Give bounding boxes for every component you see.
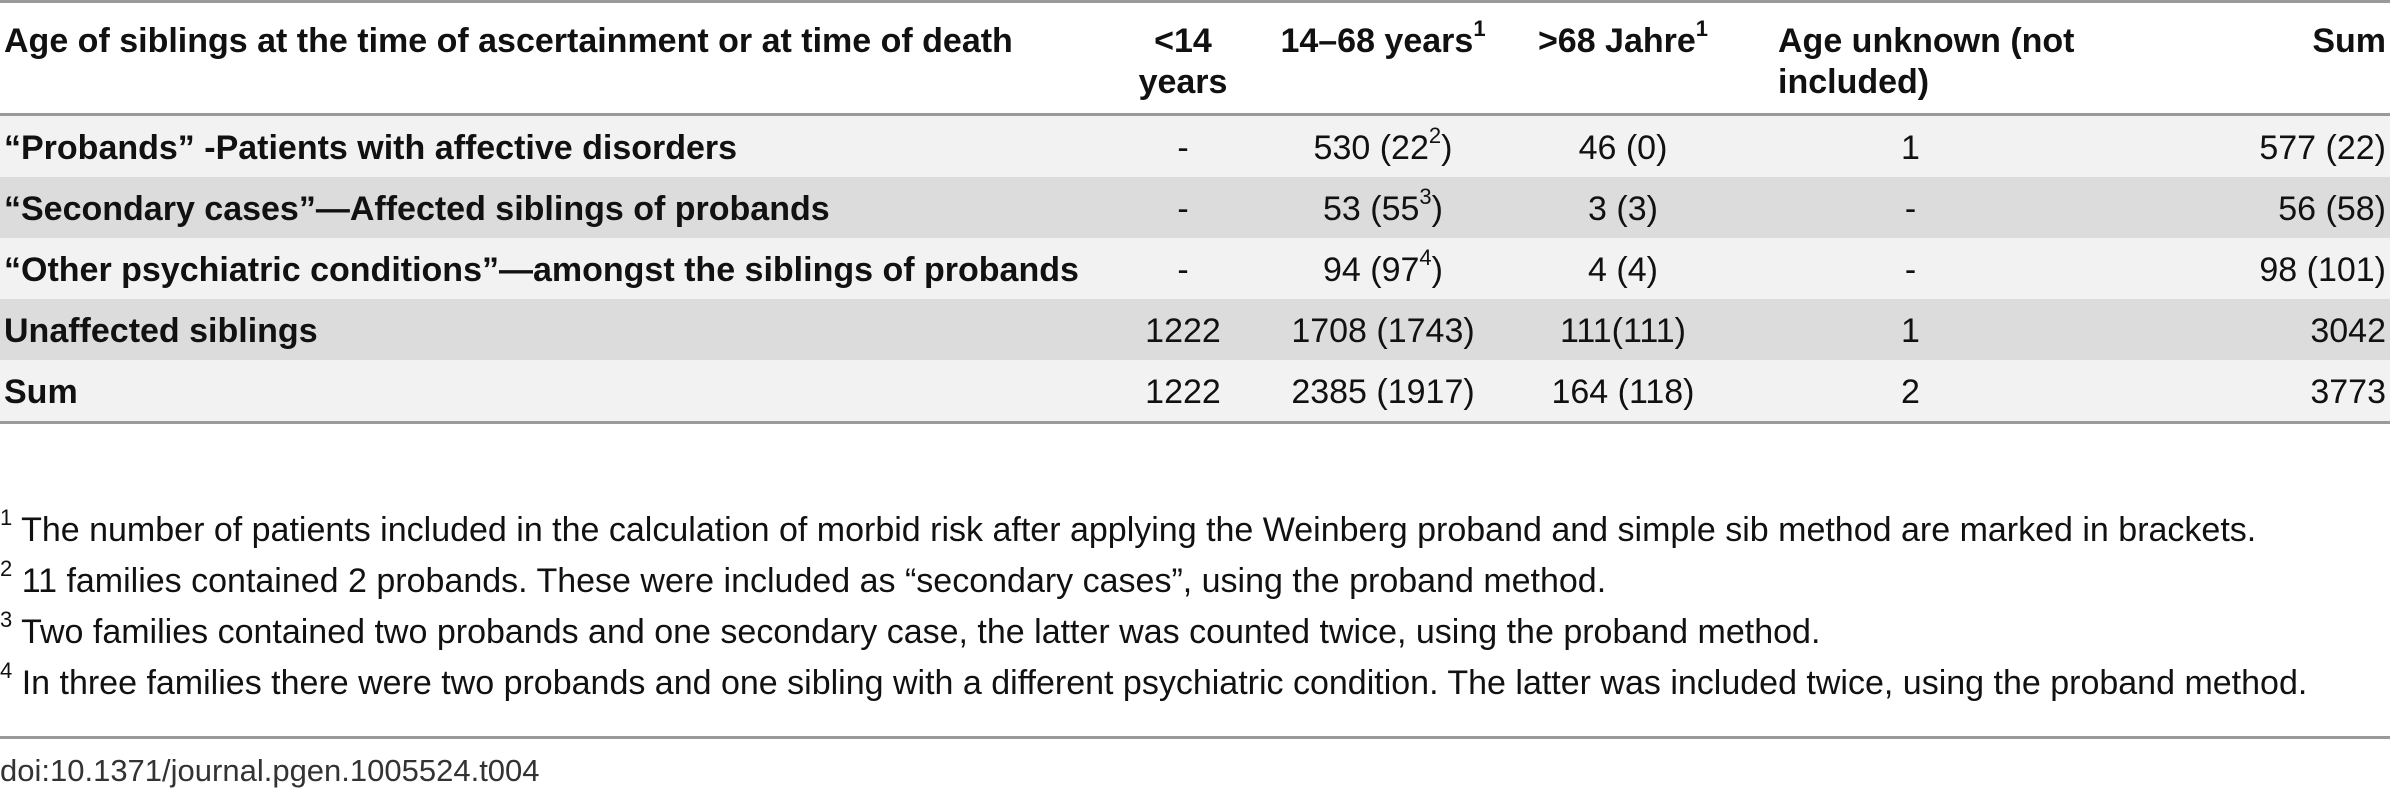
cell-under-14: 1222 [1108,299,1258,360]
cell-over-68: 164 (118) [1508,360,1738,423]
cell-age-unknown: - [1738,177,2083,238]
table-row-other-conditions [0,238,2390,299]
footnote-ref: 3 [1419,183,1432,209]
footnote-ref: 1 [1695,15,1709,41]
header-age-category: Age of siblings at the time of ascertainment or at time of death [0,2,1108,115]
cell-14-68: 1708 (1743) [1258,299,1508,360]
cell-sum: 3042 [2083,299,2390,360]
table-row-probands [0,115,2390,178]
cell-age-unknown: 1 [1738,115,2083,178]
row-label: “Secondary cases”—Affected siblings of probands [0,177,1108,238]
cell-sum: 56 (58) [2083,177,2390,238]
footnote-mark: 1 [0,504,13,530]
cell-under-14: 1222 [1108,360,1258,423]
footnote-text: In three families there were two probands and one sibling with a different psychiatric condition. The latter was included twice, using the proband method. [12,664,2308,702]
row-label: Unaffected siblings [0,299,1108,360]
cell-under-14: - [1108,177,1258,238]
footnote-ref: 4 [1419,244,1432,270]
cell-age-unknown: 2 [1738,360,2083,423]
cell-age-unknown: 1 [1738,299,2083,360]
table-row-secondary-cases [0,177,2390,238]
cell-14-68: 94 $(97^4)$ [1258,238,1508,299]
cell-over-68: 4 (4) [1508,238,1738,299]
footnote-mark: 4 [0,657,13,683]
header-over-68: >68 Jahre$^1$ [1508,2,1738,115]
header-14-68: 14–68 years$^1$ [1258,2,1508,115]
cell-sum: 98 (101) [2083,238,2390,299]
header-age-unknown: Age unknown (not included) [1738,2,2083,115]
cell-age-unknown: - [1738,238,2083,299]
cell-under-14: - [1108,115,1258,178]
footnote-4 [0,657,2390,714]
footnote-3 [0,606,2390,663]
footnote-1 [0,504,2390,561]
footnote-text: The number of patients included in the calculation of morbid risk after applying the Weinberg proband and simple sib method are marked in brackets. [12,511,2257,549]
table-row-sum [0,360,2390,423]
cell-sum: 3773 [2083,360,2390,423]
table-row-unaffected-siblings [0,299,2390,360]
cell-under-14: - [1108,238,1258,299]
footnote-2 [0,555,2390,612]
row-label: “Other psychiatric conditions”—amongst the siblings of probands [0,238,1108,299]
cell-over-68: 46 (0) [1508,115,1738,178]
cell-14-68: 530 $(22^2)$ [1258,115,1508,178]
row-label: Sum [0,360,1108,423]
table-header-row [0,2,2390,115]
cell-14-68: 53 $(55^3)$ [1258,177,1508,238]
cell-sum: 577 (22) [2083,115,2390,178]
cell-over-68: 3 (3) [1508,177,1738,238]
cell-over-68: 111(111) [1508,299,1738,360]
footnotes [0,504,2390,714]
header-sum: Sum [2083,2,2390,115]
footnote-mark: 2 [0,555,13,581]
doi-divider [0,736,2390,739]
row-label: “Probands” -Patients with affective disorders [0,115,1108,178]
footnote-text: 11 families contained 2 probands. These were included as “secondary cases”, using the proband method. [12,562,1607,600]
footnote-ref: 1 [1473,15,1486,41]
footnote-text: Two families contained two probands and one secondary case, the latter was counted twice, using the proband method. [12,613,1821,651]
footnote-mark: 3 [0,606,13,632]
cell-14-68: 2385 (1917) [1258,360,1508,423]
doi-link[interactable]: doi:10.1371/journal.pgen.1005524.t004 [0,753,540,788]
header-under-14: <14 years [1108,2,1258,115]
footnote-ref: 2 [1428,122,1442,148]
